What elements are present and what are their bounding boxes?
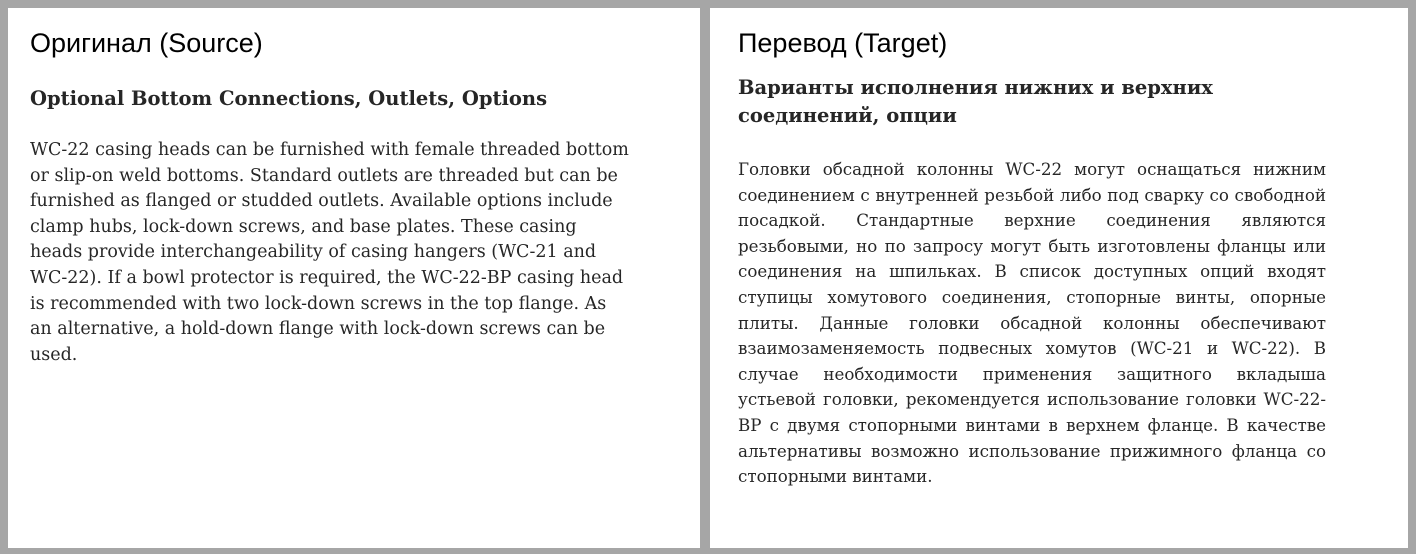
source-heading: Optional Bottom Connections, Outlets, Options: [30, 87, 548, 110]
target-heading: Варианты исполнения нижних и верхних соединений, опции: [738, 76, 1213, 127]
source-panel: [8, 8, 700, 548]
target-body-text: Головки обсадной колонны WC-22 могут оснащаться нижним соединением с внутренней резьбой либо под сварку со свободной посадкой. Стандартные верхние соединения являются резьбовыми, но по запросу могут быть изготовлены фланцы или соединения на шпильках. В список доступных опций входят ступицы хомутового соединения, стопорные винты, опорные плиты. Данные головки обсадной колонны обеспечивают взаимозаменяемость подвесных хомутов (WC-21 и WC-22). В случае необходимости применения защитного вкладыша устьевой головки, рекомендуется использование головки WC-22-BP с двумя стопорными винтами в верхнем фланце. В качестве альтернативы возможно использование прижимного фланца со стопорными винтами.: [738, 159, 1326, 487]
target-panel: [710, 8, 1408, 548]
source-panel-label: Оригинал (Source): [30, 28, 263, 58]
source-body-text: WC-22 casing heads can be furnished with female threaded bottom or slip-on weld bottoms. Standard outlets are threaded but can be furnished as flanged or studded outlets. Available options include clamp hubs, lock-down screws, and base plates. These casing heads provide interchangeability of casing hangers (WC-21 and WC-22). If a bowl protector is required, the WC-22-BP casing head is recommended with two lock-down screws in the top flange. As an alternative, a hold-down flange with lock-down screws can be used.: [30, 140, 629, 365]
target-panel-label: Перевод (Target): [738, 28, 948, 58]
